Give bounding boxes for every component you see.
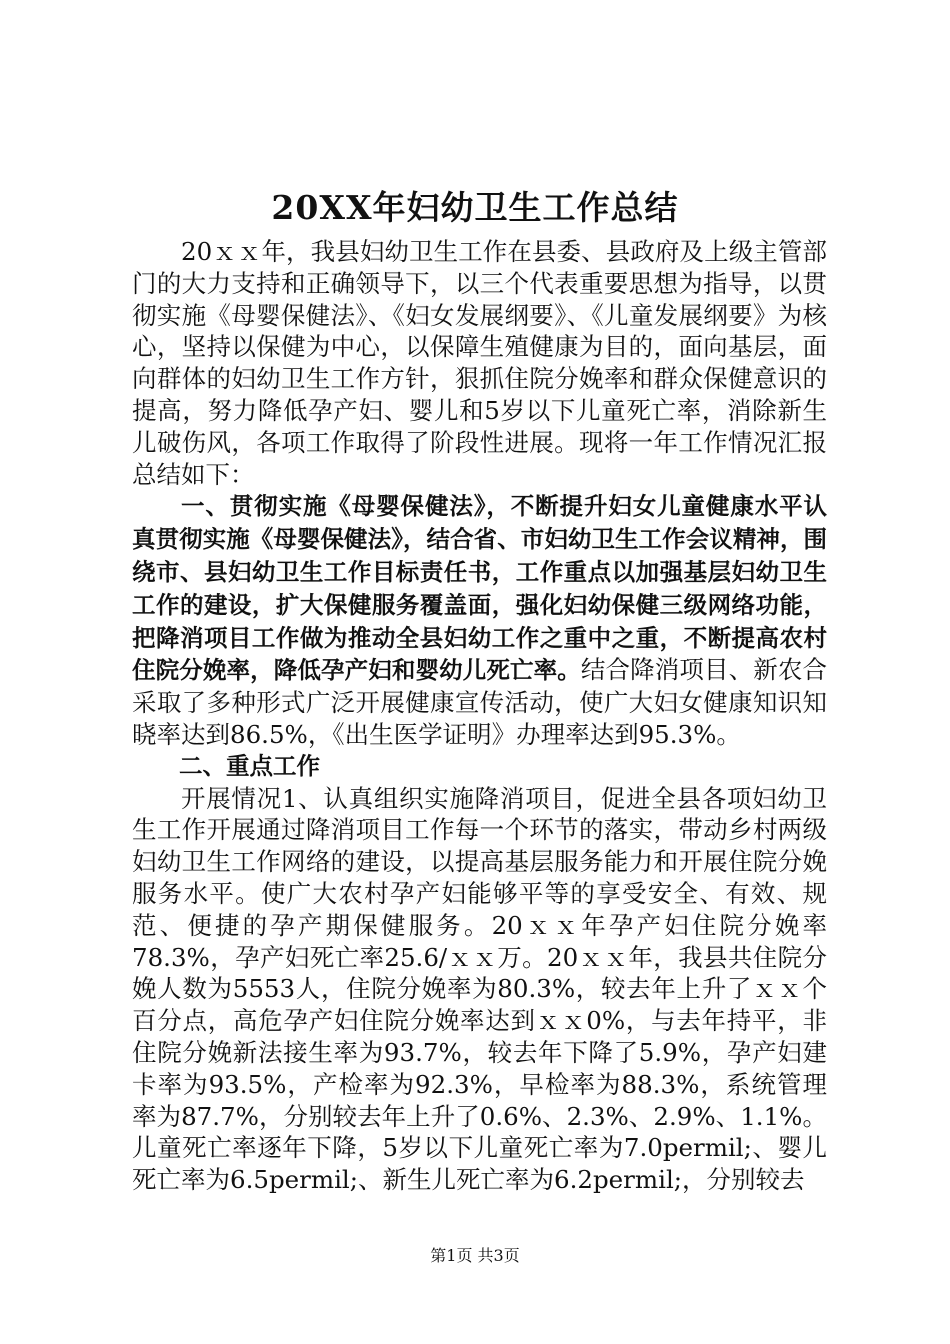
intro-paragraph: 20ｘｘ年，我县妇幼卫生工作在县委、县政府及上级主管部门的大力支持和正确领导下，以三个代表重要思想为指导，以贯彻实施《母婴保健法》、《妇女发展纲要》、《儿童发展纲要》为核心，坚持以保健为中心，以保障生殖健康为目的，面向基层，面向群体的妇幼卫生工作方针，狠抓住院分娩率和群众保健意识的提高，努力降低孕产妇、婴儿和5岁以下儿童死亡率，消除新生儿破伤风，各项工作取得了阶段性进展。现将一年工作情况汇报总结如下： bbox=[132, 237, 827, 489]
section-2-heading: 二、重点工作 bbox=[179, 751, 320, 780]
section-2-paragraph: 开展情况1、认真组织实施降消项目，促进全县各项妇幼卫生工作开展通过降消项目工作每一个环节的落实，带动乡村两级妇幼卫生工作网络的建设，以提高基层服务能力和开展住院分娩服务水平。使广大农村孕产妇能够平等的享受安全、有效、规范、便捷的孕产期保健服务。20ｘｘ年孕产妇住院分娩率78.3%，孕产妇死亡率25.6/ｘｘ万。20ｘｘ年，我县共住院分娩人数为5553人，住院分娩率为80.3%，较去年上升了ｘｘ个百分点，高危孕产妇住院分娩率达到ｘｘ0%，与去年持平，非住院分娩新法接生率为93.7%，较去年下降了5.9%，孕产妇建卡率为93.5%，产检率为92.3%，早检率为88.3%，系统管理率为87.7%，分别较去年上升了0.6%、2.3%、2.9%、1.1%。儿童死亡率逐年下降，5岁以下儿童死亡率为7.0permil;、婴儿死亡率为6.5permil;、新生儿死亡率为6.2permil;，分别较去 bbox=[132, 783, 827, 1195]
document-body bbox=[132, 236, 827, 1196]
section-1-paragraph bbox=[132, 490, 827, 750]
section-1-bold-lead: 一、贯彻实施《母婴保健法》，不断提升妇女儿童健康水平认真贯彻实施《母婴保健法》，结合省、市妇幼卫生工作会议精神，围绕市、县妇幼卫生工作目标责任书，工作重点以加强基层妇幼卫生工作的建设，扩大保健服务覆盖面，强化妇幼保健三级网络功能，把降消项目工作做为推动全县妇幼工作之重中之重，不断提高农村住院分娩率，降低孕产妇和婴幼儿死亡率。 bbox=[132, 492, 827, 685]
section-1-text: 结合降消项目、新农合采取了多种形式广泛开展健康宣传活动，使广大妇女健康知识知晓率达到86.5%，《出生医学证明》办理率达到95.3%。 bbox=[132, 655, 827, 749]
document-title: 20XX年妇幼卫生工作总结 bbox=[271, 188, 679, 227]
page-footer: 第1页 共3页 bbox=[430, 1246, 520, 1265]
